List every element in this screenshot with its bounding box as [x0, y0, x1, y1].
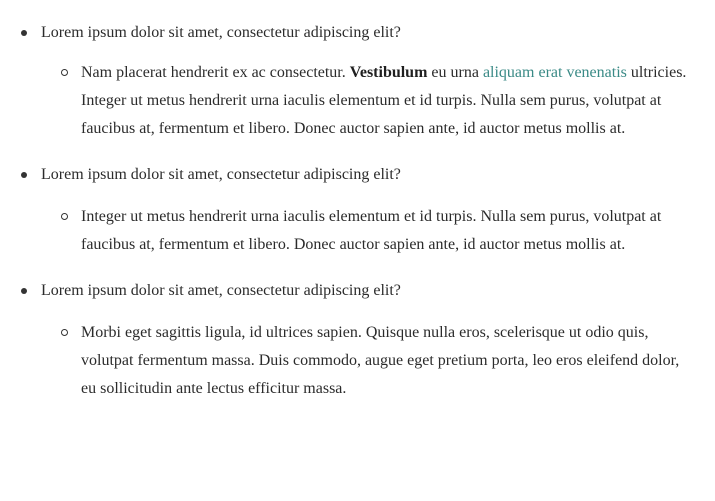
circle-bullet-icon	[61, 213, 68, 220]
question-text: Lorem ipsum dolor sit amet, consectetur adipiscing elit?	[41, 24, 401, 41]
answer-text-end: ultricies. Integer ut metus hendrerit urna iaculis elementum et id turpis. Nulla sem purus, volutpat at faucibus at, fermentum et libero. Donec auctor sapien ante, id auctor metus mollis at.	[81, 64, 687, 137]
circle-bullet-icon	[61, 69, 68, 76]
aliquam-link[interactable]: aliquam erat venenatis	[482, 64, 627, 81]
answer-list	[0, 203, 715, 259]
question-text: Lorem ipsum dolor sit amet, consectetur adipiscing elit?	[41, 282, 401, 299]
answer-text-middle: eu urna	[427, 64, 483, 81]
answer-item	[0, 59, 691, 143]
question-row	[0, 23, 715, 43]
answer-bold-text: Vestibulum	[349, 64, 428, 81]
disc-bullet-icon	[21, 172, 27, 178]
answer-text: Morbi eget sagittis ligula, id ultrices sapien. Quisque nulla eros, scelerisque ut odio quis, volutpat fermentum massa. Duis commodo, augue eget pretium porta, leo eros eleifend dolor, eu sollicitudin ante lectus efficitur massa.	[81, 324, 680, 397]
circle-bullet-icon	[61, 329, 68, 336]
question-row	[0, 165, 715, 185]
answer-list	[0, 319, 715, 403]
answer-text-start: Nam placerat hendrerit ex ac consectetur.	[81, 64, 350, 81]
faq-item-1	[0, 23, 715, 143]
faq-list	[0, 23, 715, 403]
disc-bullet-icon	[21, 30, 27, 36]
answer-list	[0, 59, 715, 143]
question-text: Lorem ipsum dolor sit amet, consectetur adipiscing elit?	[41, 166, 401, 183]
answer-item	[0, 203, 691, 259]
answer-item	[0, 319, 691, 403]
faq-item-3	[0, 281, 715, 403]
answer-text: Integer ut metus hendrerit urna iaculis elementum et id turpis. Nulla sem purus, volutpat at faucibus at, fermentum et libero. Donec auctor sapien ante, id auctor metus mollis at.	[81, 208, 662, 253]
question-row	[0, 281, 715, 301]
faq-item-2	[0, 165, 715, 259]
disc-bullet-icon	[21, 288, 27, 294]
